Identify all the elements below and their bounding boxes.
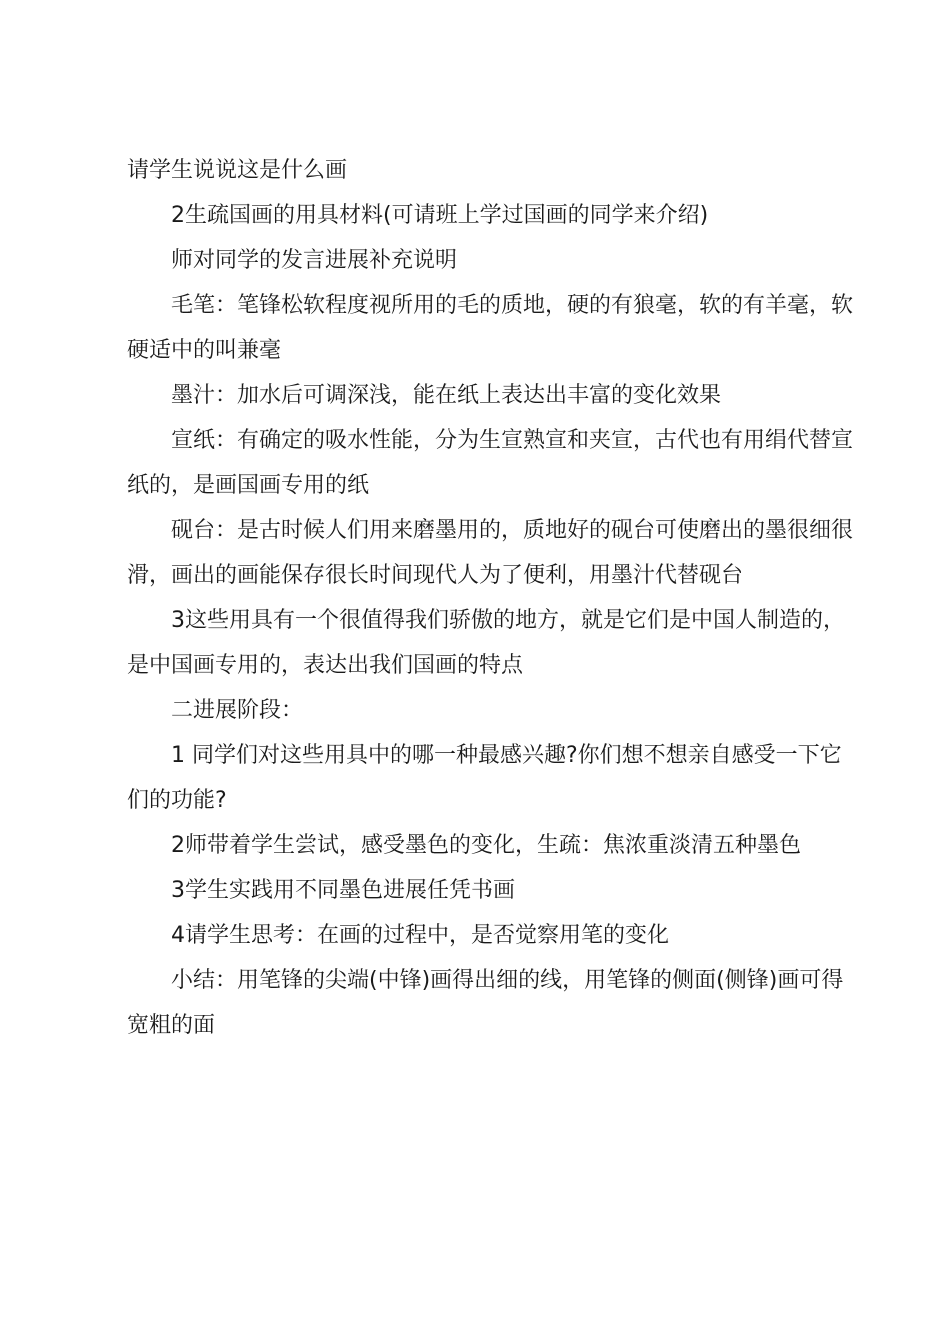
paragraph-teacher-supplement: 师对同学的发言进展补充说明 [171, 248, 458, 273]
paragraph-practice: 3学生实践用不同墨色进展任凭书画 [171, 878, 515, 903]
paragraph-ink-tones: 2师带着学生尝试，感受墨色的变化，生疏：焦浓重淡清五种墨色 [171, 833, 801, 858]
paragraph-xuan-paper: 宣纸：有确定的吸水性能，分为生宣熟宣和夹宣，古代也有用绢代替宣纸的，是画国画专用的纸 [127, 428, 854, 498]
paragraph-intro-question: 请学生说说这是什么画 [127, 158, 348, 183]
paragraph-reflection: 4请学生思考：在画的过程中，是否觉察用笔的变化 [171, 923, 669, 948]
paragraph-summary: 小结：用笔锋的尖端(中锋)画得出细的线，用笔锋的侧面(侧锋)画可得宽粗的面 [127, 968, 844, 1038]
paragraph-brush: 毛笔：笔锋松软程度视所用的毛的质地，硬的有狼毫，软的有羊毫，软硬适中的叫兼毫 [127, 293, 854, 363]
paragraph-pride: 3这些用具有一个很值得我们骄傲的地方，就是它们是中国人制造的，是中国画专用的，表达出我们国画的特点 [127, 608, 845, 678]
paragraph-inkstone: 砚台：是古时候人们用来磨墨用的，质地好的砚台可使磨出的墨很细很滑，画出的画能保存很长时间现代人为了便利，用墨汁代替砚台 [127, 518, 854, 588]
section-heading-stage-two: 二进展阶段： [171, 698, 304, 723]
paragraph-ink: 墨汁：加水后可调深浅，能在纸上表达出丰富的变化效果 [171, 383, 722, 408]
paragraph-tools-materials: 2生疏国画的用具材料(可请班上学过国画的同学来介绍) [171, 203, 709, 228]
document-body [127, 148, 857, 1048]
paragraph-interest-question: 1 同学们对这些用具中的哪一种最感兴趣?你们想不想亲自感受一下它们的功能? [127, 743, 842, 813]
